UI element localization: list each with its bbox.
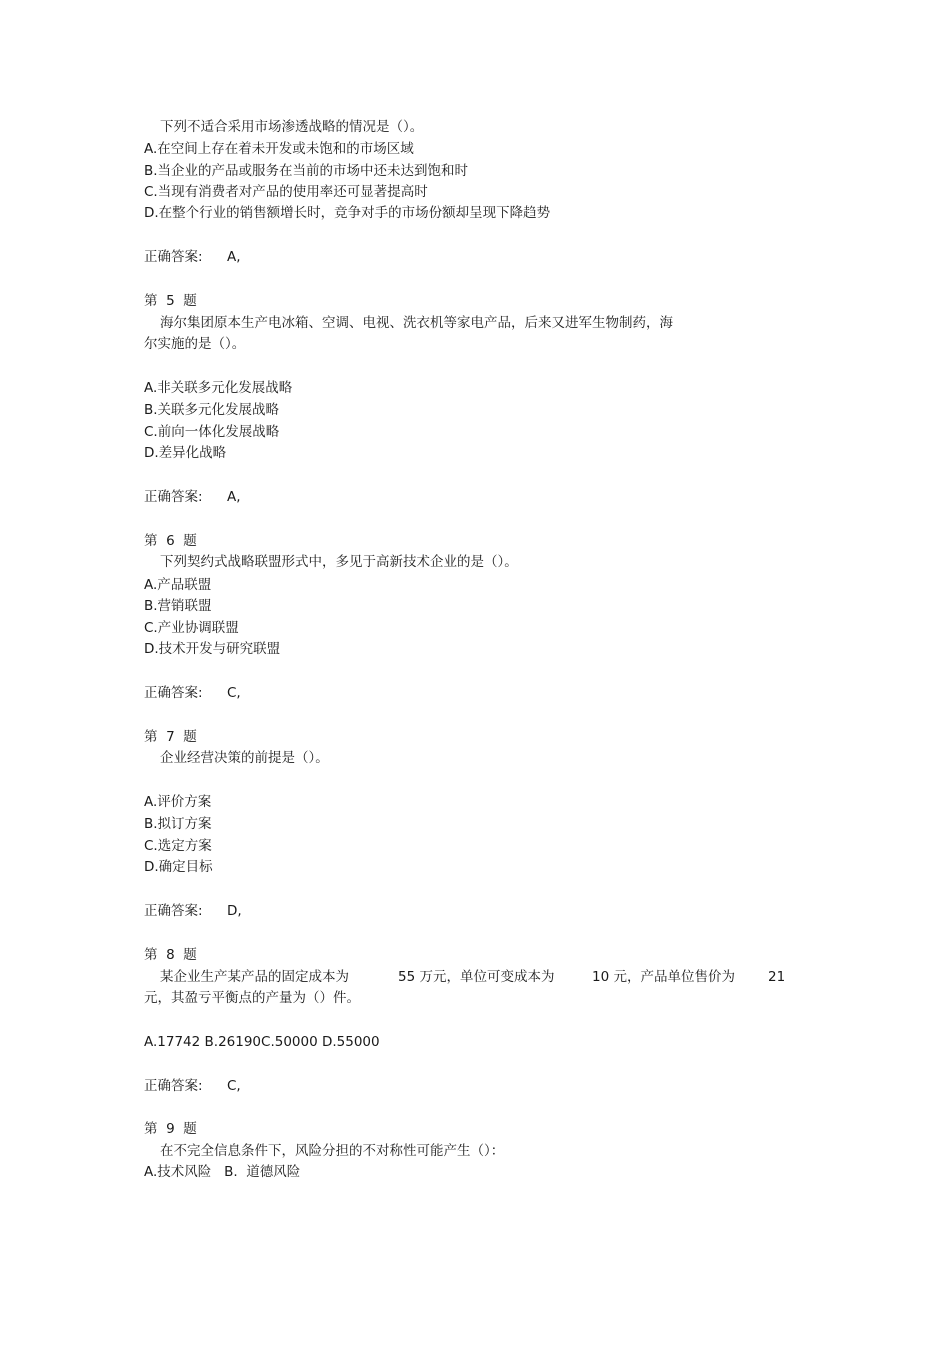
q4-stem: 下列不适合采用市场渗透战略的情况是（）。 <box>160 119 424 135</box>
q5-option-b: B.关联多元化发展战略 <box>144 402 280 418</box>
answer-label: 正确答案: <box>144 489 203 505</box>
q8-options-inline: A.17742 B.26190C.50000 D.55000 <box>144 1034 380 1050</box>
answer-value: C, <box>227 1078 241 1094</box>
answer-value: D, <box>227 903 242 919</box>
answer-value: C, <box>227 685 241 701</box>
q6-option-a: A.产品联盟 <box>144 577 212 593</box>
q9-heading: 第 9 题 <box>144 1121 197 1137</box>
q7-answer-row <box>144 901 242 921</box>
q6-option-c: C.产业协调联盟 <box>144 620 239 636</box>
answer-label: 正确答案: <box>144 1078 203 1094</box>
q8-stem-part2: 55 万元，单位可变成本为 <box>398 969 555 985</box>
answer-label: 正确答案: <box>144 249 203 265</box>
q5-option-d: D.差异化战略 <box>144 445 227 461</box>
q7-option-c: C.选定方案 <box>144 838 212 854</box>
q5-stem-line1: 海尔集团原本生产电冰箱、空调、电视、洗衣机等家电产品，后来又进军生物制药，海 <box>160 315 673 331</box>
q8-stem-part1: 某企业生产某产品的固定成本为 <box>160 969 349 985</box>
q7-option-d: D.确定目标 <box>144 859 213 875</box>
q4-option-a: A.在空间上存在着未开发或未饱和的市场区域 <box>144 141 414 157</box>
q7-heading: 第 7 题 <box>144 729 197 745</box>
q8-stem-line1 <box>0 967 950 987</box>
q9-options-inline: A.技术风险 B. 道德风险 <box>144 1164 301 1180</box>
answer-value: A, <box>227 489 241 505</box>
q4-answer-row <box>144 247 241 267</box>
q8-stem-part4: 21 <box>768 969 786 985</box>
q7-option-b: B.拟订方案 <box>144 816 212 832</box>
q5-option-a: A.非关联多元化发展战略 <box>144 380 293 396</box>
answer-label: 正确答案: <box>144 685 203 701</box>
q5-answer-row <box>144 487 241 507</box>
q8-heading: 第 8 题 <box>144 947 197 963</box>
q4-option-c: C.当现有消费者对产品的使用率还可显著提高时 <box>144 184 428 200</box>
q7-option-a: A.评价方案 <box>144 794 212 810</box>
answer-value: A, <box>227 249 241 265</box>
q4-option-d: D.在整个行业的销售额增长时，竞争对手的市场份额却呈现下降趋势 <box>144 205 551 221</box>
answer-label: 正确答案: <box>144 903 203 919</box>
q5-stem-line2: 尔实施的是（）。 <box>144 336 246 352</box>
q6-answer-row <box>144 683 241 703</box>
q6-option-d: D.技术开发与研究联盟 <box>144 641 281 657</box>
q5-heading: 第 5 题 <box>144 293 197 309</box>
q6-heading: 第 6 题 <box>144 533 197 549</box>
q6-option-b: B.营销联盟 <box>144 598 212 614</box>
q6-stem: 下列契约式战略联盟形式中，多见于高新技术企业的是（）。 <box>160 554 518 570</box>
q8-stem-line2: 元，其盈亏平衡点的产量为（）件。 <box>144 990 360 1006</box>
q4-option-b: B.当企业的产品或服务在当前的市场中还未达到饱和时 <box>144 163 469 179</box>
q5-option-c: C.前向一体化发展战略 <box>144 424 280 440</box>
q8-stem-part3: 10 元，产品单位售价为 <box>592 969 735 985</box>
q7-stem: 企业经营决策的前提是（）。 <box>160 750 329 766</box>
q8-answer-row <box>144 1076 241 1096</box>
q9-stem: 在不完全信息条件下，风险分担的不对称性可能产生（）： <box>160 1143 505 1159</box>
